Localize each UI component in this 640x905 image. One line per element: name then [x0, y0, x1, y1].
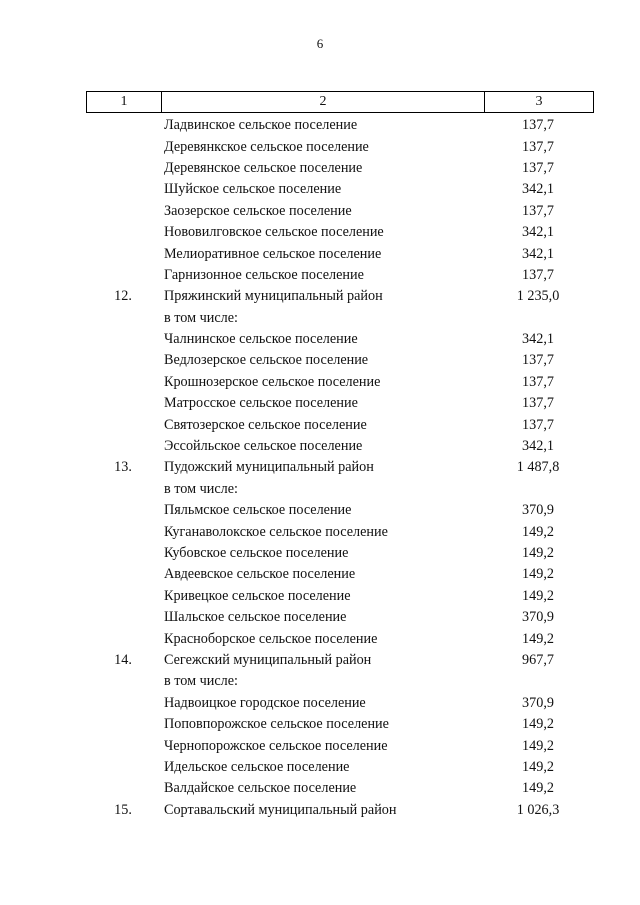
- row-value: 1 487,8: [516, 459, 560, 476]
- header-col-2: 2: [162, 92, 485, 112]
- table-row: [86, 778, 594, 799]
- row-name: Авдеевское сельское поселение: [164, 566, 356, 583]
- row-value: 1 235,0: [516, 288, 560, 305]
- table-row: [86, 286, 594, 307]
- row-value: 137,7: [522, 352, 554, 369]
- row-name: Пудожский муниципальный район: [164, 459, 374, 476]
- row-name: Мелиоративное сельское поселение: [164, 245, 382, 262]
- table-row: [86, 500, 594, 521]
- row-name: Надвоицкое городское поселение: [164, 694, 366, 711]
- table-row: [86, 115, 594, 136]
- row-value: 370,9: [522, 502, 554, 519]
- row-name: Шуйское сельское поселение: [164, 181, 342, 198]
- row-value: 137,7: [522, 117, 554, 134]
- row-name: Заозерское сельское поселение: [164, 202, 352, 219]
- row-number: 13.: [114, 459, 132, 476]
- row-name: Пряжинский муниципальный район: [164, 288, 383, 305]
- table-row: [86, 671, 594, 692]
- row-value: 149,2: [522, 716, 554, 733]
- row-value: 149,2: [522, 630, 554, 647]
- row-value: 137,7: [522, 395, 554, 412]
- row-value: 149,2: [522, 758, 554, 775]
- table-row: [86, 414, 594, 435]
- row-name: Шальское сельское поселение: [164, 609, 347, 626]
- row-value: 149,2: [522, 780, 554, 797]
- table-row: [86, 222, 594, 243]
- row-name: Пяльмское сельское поселение: [164, 502, 352, 519]
- row-value: 149,2: [522, 523, 554, 540]
- table-body: [86, 115, 594, 821]
- row-value: 370,9: [522, 609, 554, 626]
- table-row: [86, 650, 594, 671]
- row-name: Идельское сельское поселение: [164, 758, 350, 775]
- table-row: [86, 628, 594, 649]
- row-name: Святозерское сельское поселение: [164, 416, 367, 433]
- row-value: 342,1: [522, 181, 554, 198]
- row-value: 342,1: [522, 438, 554, 455]
- table-row: [86, 693, 594, 714]
- row-name: Ладвинское сельское поселение: [164, 117, 358, 134]
- row-name: Чернопорожское сельское поселение: [164, 737, 388, 754]
- row-name: в том числе:: [164, 480, 238, 497]
- row-name: Крошнозерское сельское поселение: [164, 373, 381, 390]
- row-name: Поповпорожское сельское поселение: [164, 716, 389, 733]
- row-value: 370,9: [522, 694, 554, 711]
- row-name: Гарнизонное сельское поселение: [164, 266, 364, 283]
- row-value: 149,2: [522, 587, 554, 604]
- row-name: Сегежский муниципальный район: [164, 651, 372, 668]
- table-row: [86, 350, 594, 371]
- table-row: [86, 436, 594, 457]
- table-header: [86, 91, 594, 113]
- row-name: в том числе:: [164, 309, 238, 326]
- table-row: [86, 329, 594, 350]
- table-row: [86, 586, 594, 607]
- table-row: [86, 607, 594, 628]
- row-value: 137,7: [522, 416, 554, 433]
- table-row: [86, 372, 594, 393]
- row-name: Сортавальский муниципальный район: [164, 801, 397, 818]
- table-row: [86, 543, 594, 564]
- row-name: в том числе:: [164, 673, 238, 690]
- row-name: Кубовское сельское поселение: [164, 545, 349, 561]
- table-row: [86, 757, 594, 778]
- row-value: 137,7: [522, 266, 554, 283]
- table-row: [86, 457, 594, 478]
- table-row: [86, 243, 594, 264]
- table-row: [86, 714, 594, 735]
- table-row: [86, 800, 594, 821]
- row-value: 149,2: [522, 545, 554, 561]
- row-value: 137,7: [522, 202, 554, 219]
- row-number: 14.: [114, 651, 132, 668]
- table-row: [86, 393, 594, 414]
- table-row: [86, 308, 594, 329]
- row-name: Нововилговское сельское поселение: [164, 224, 384, 241]
- table-row: [86, 564, 594, 585]
- row-name: Деревянское сельское поселение: [164, 159, 363, 176]
- row-value: 137,7: [522, 159, 554, 176]
- row-name: Матросское сельское поселение: [164, 395, 358, 412]
- row-value: 149,2: [522, 737, 554, 754]
- row-value: 149,2: [522, 566, 554, 583]
- row-number: 15.: [114, 801, 132, 818]
- table-row: [86, 265, 594, 286]
- table-row: [86, 521, 594, 542]
- row-value: 342,1: [522, 245, 554, 262]
- row-number: 12.: [114, 288, 132, 305]
- page-number: 6: [316, 36, 324, 51]
- row-value: 342,1: [522, 224, 554, 241]
- row-name: Валдайское сельское поселение: [164, 780, 357, 797]
- row-name: Куганаволокское сельское поселение: [164, 523, 388, 540]
- table-row: [86, 158, 594, 179]
- row-name: Эссойльское сельское поселение: [164, 438, 363, 455]
- row-name: Деревянкское сельское поселение: [164, 138, 369, 155]
- row-value: 1 026,3: [516, 801, 560, 818]
- row-value: 967,7: [522, 651, 554, 668]
- row-name: Кривецкое сельское поселение: [164, 587, 351, 604]
- row-value: 137,7: [522, 138, 554, 155]
- row-name: Чалнинское сельское поселение: [164, 331, 358, 348]
- table-row: [86, 479, 594, 500]
- table-row: [86, 735, 594, 756]
- header-col-3: 3: [535, 94, 543, 109]
- row-value: 342,1: [522, 331, 554, 348]
- row-name: Ведлозерское сельское поселение: [164, 352, 369, 369]
- row-value: 137,7: [522, 373, 554, 390]
- table-row: [86, 136, 594, 157]
- row-name: Красноборское сельское поселение: [164, 630, 378, 647]
- header-col-1: 1: [87, 92, 162, 112]
- table-row: [86, 179, 594, 200]
- table-row: [86, 201, 594, 222]
